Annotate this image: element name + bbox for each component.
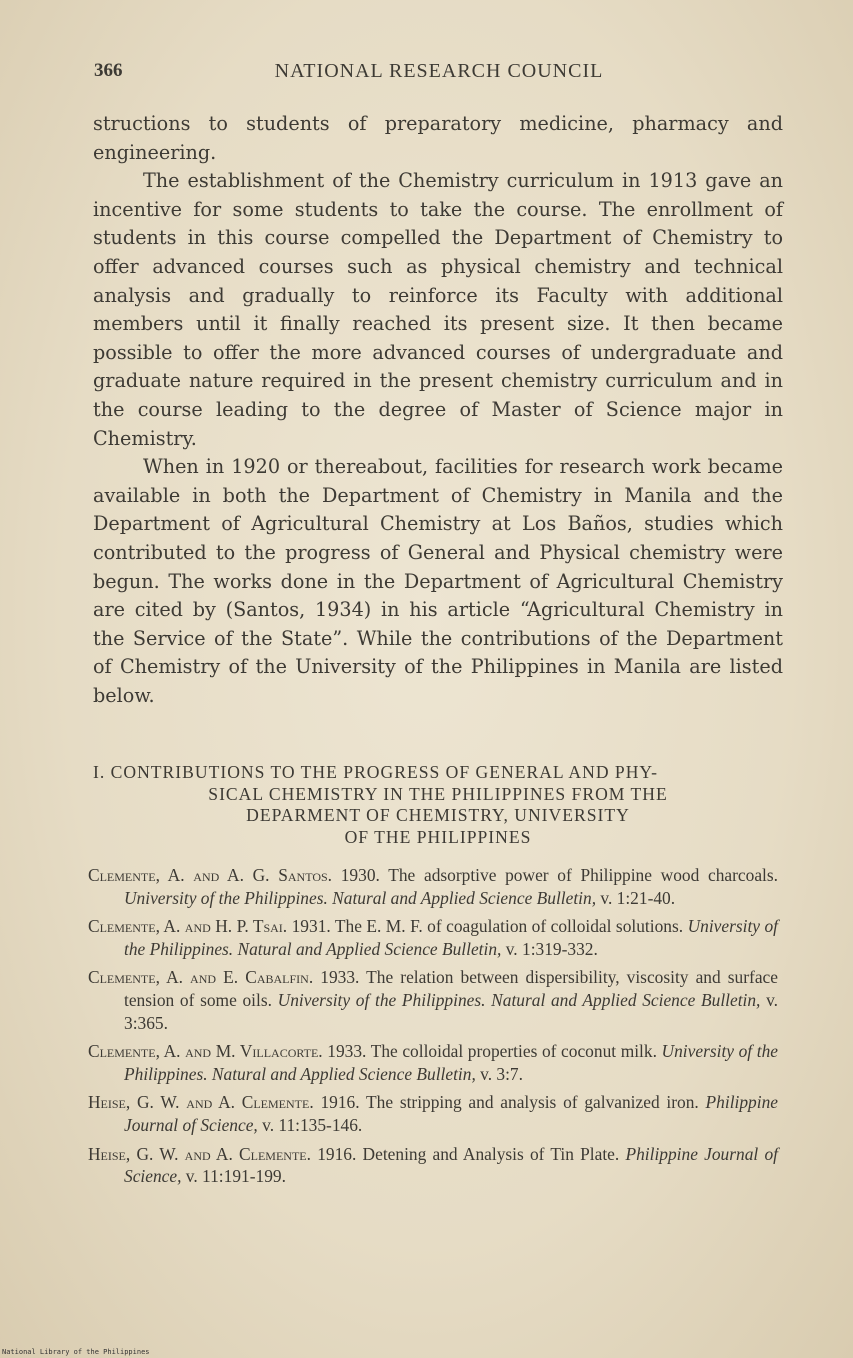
reference-journal: Philippine Journal of Science, [124, 1092, 778, 1135]
section-heading-line: DEPARMENT OF CHEMISTRY, UNIVERSITY [246, 805, 630, 825]
reference-volume: v. 1:319-332. [501, 938, 598, 959]
page-header [94, 58, 784, 90]
reference-journal: University of the Philippines. Natural and Applied Science Bulletin, [277, 989, 761, 1010]
reference-entry [88, 1040, 778, 1085]
reference-journal: University of the Philippines. Natural and Applied Science Bulletin, [124, 887, 597, 908]
reference-entry [88, 864, 778, 909]
reference-entry [88, 966, 778, 1034]
reference-entry [88, 915, 778, 960]
reference-entry [88, 1091, 778, 1136]
page-number: 366 [94, 60, 123, 81]
reference-authors: Clemente, A. and E. Cabalfin. [88, 967, 314, 988]
section-heading-line: OF THE PHILIPPINES [344, 826, 532, 847]
reference-journal: Philippine Journal of Science, [124, 1143, 778, 1187]
reference-authors: Clemente, A. and A. G. Santos. [88, 865, 333, 885]
section-heading [93, 762, 783, 848]
reference-title: 1933. The relation between dispersibility, viscosity and surface tension of some oils. [124, 967, 778, 1010]
reference-volume: v. 3:7. [475, 1063, 523, 1084]
footer-credit: National Library of the Philippines [2, 1348, 150, 1356]
reference-authors: Heise, G. W. and A. Clemente. [88, 1092, 314, 1113]
reference-authors: Clemente, A. and H. P. Tsai. [88, 916, 288, 937]
reference-list [88, 864, 778, 1194]
reference-volume: v. 11:191-199. [181, 1166, 286, 1187]
reference-entry [88, 1143, 778, 1188]
paragraph: The establishment of the Chemistry curriculum in 1913 gave an incentive for some students to take the course. The enrollment of students in this course compelled the Department of Chemistry to offer advanced courses such as physical chemistry and technical analysis and gradually to reinforce its Faculty with additional members until it finally reached its present size. It then became possible to offer the more advanced courses of undergraduate and graduate nature required in the present chemistry curriculum and in the course leading to the degree of Master of Science major in Chemistry. [93, 169, 783, 450]
paragraph: structions to students of preparatory medicine, pharmacy and engineering. [93, 112, 783, 164]
reference-title: 1931. The E. M. F. of coagulation of colloidal solutions. [287, 916, 688, 937]
reference-title: 1916. The stripping and analysis of galvanized iron. [313, 1092, 706, 1113]
reference-journal: University of the Philippines. Natural and Applied Science Bulletin, [124, 1041, 778, 1084]
reference-volume: v. 11:135-146. [257, 1114, 363, 1135]
reference-volume: v. 3:365. [124, 989, 779, 1033]
reference-title: 1933. The colloidal properties of coconut milk. [322, 1041, 662, 1062]
reference-title: 1930. The adsorptive power of Philippine wood charcoals. [332, 865, 778, 885]
body-text [93, 110, 783, 710]
reference-authors: Clemente, A. and M. Villacorte. [88, 1041, 323, 1062]
section-heading-line: SICAL CHEMISTRY IN THE PHILIPPINES FROM THE [208, 783, 668, 804]
running-title: NATIONAL RESEARCH COUNCIL [274, 60, 604, 82]
reference-title: 1916. Detening and Analysis of Tin Plate. [310, 1143, 626, 1164]
reference-journal: University of the Philippines. Natural and Applied Science Bulletin, [124, 916, 778, 959]
reference-volume: v. 1:21-40. [596, 887, 676, 908]
section-heading-line: I. CONTRIBUTIONS TO THE PROGRESS OF GENERAL AND PHY- [93, 762, 659, 782]
reference-authors: Heise, G. W. and A. Clemente. [88, 1143, 311, 1164]
paragraph: When in 1920 or thereabout, facilities for research work became available in both the Department of Chemistry in Manila and the Department of Agricultural Chemistry at Los Baños, studies which contributed to the progress of General and Physical chemistry were begun. The works done in the Department of Agricultural Chemistry are cited by (Santos, 1934) in his article “Agricultural Chemistry in the Service of the State”. While the contributions of the Department of Chemistry of the University of the Philippines in Manila are listed below. [93, 455, 783, 707]
